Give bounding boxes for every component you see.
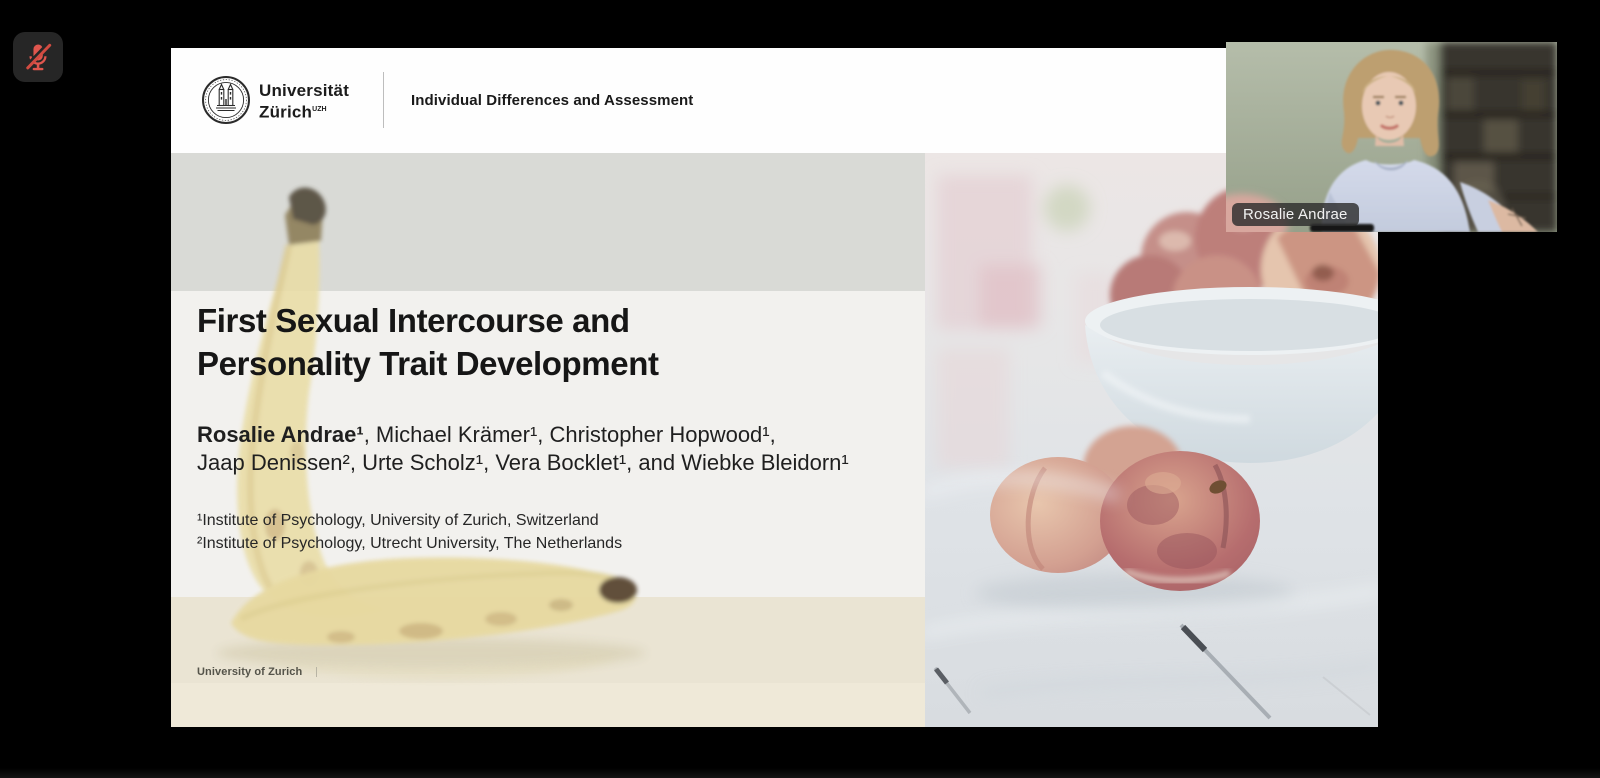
slide-footer-text: University of Zurich [197, 666, 303, 678]
slide-text-overlay [171, 153, 925, 727]
footer-divider [316, 667, 317, 677]
screen-bottom-edge [0, 768, 1600, 778]
peach-illustration [925, 153, 1378, 727]
authors-line1: Rosalie Andrae¹, Michael Krämer¹, Christopher Hopwood¹, [197, 422, 776, 447]
microphone-muted-icon [22, 41, 54, 73]
header-divider [383, 72, 384, 128]
authors-line2: Jaap Denissen², Urte Scholz¹, Vera Bocklet¹, and Wiebke Bleidorn¹ [197, 450, 849, 475]
presenting-author: Rosalie Andrae¹ [197, 422, 364, 447]
logo-uzh-sup: UZH [312, 106, 327, 113]
logo-line2: Zürich$^{UZH}$ [259, 102, 327, 122]
peach-photo [925, 153, 1378, 727]
logo-line1: Universität [259, 81, 350, 100]
slide-title-line2: Personality Trait Development [197, 345, 659, 382]
banana-photo [171, 153, 925, 727]
slide-body [171, 153, 1378, 727]
course-title: Individual Differences and Assessment [411, 92, 694, 109]
university-logo-wordmark [259, 81, 349, 122]
mute-microphone-button[interactable] [13, 32, 63, 82]
slide-authors [197, 421, 849, 477]
affiliation-2: ²Institute of Psychology, Utrecht University, The Netherlands [197, 535, 623, 552]
uzh-seal-icon [201, 75, 251, 125]
slide-header [171, 48, 1378, 153]
slide-title [197, 299, 659, 385]
shared-slide [171, 48, 1378, 727]
participant-name-tag: Rosalie Andrae [1232, 203, 1359, 226]
slide-footer [197, 666, 317, 678]
webcam-tile[interactable] [1226, 42, 1557, 232]
slide-title-line1: First Sexual Intercourse and [197, 302, 630, 339]
affiliation-1: ¹Institute of Psychology, University of Zurich, Switzerland [197, 512, 599, 529]
slide-affiliations [197, 509, 622, 555]
